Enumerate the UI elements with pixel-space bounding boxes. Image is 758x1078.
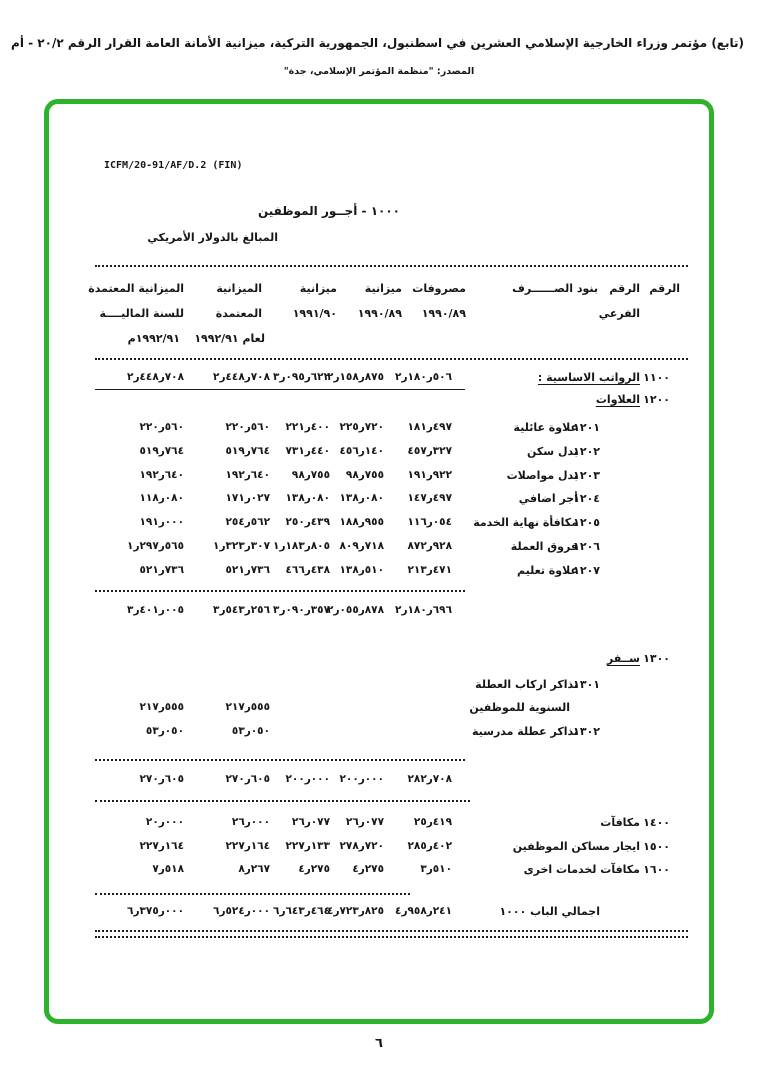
cell-c2: ٢٢٧ر١٦٤: [225, 840, 270, 852]
cell-c5: ٢٥ر٤١٩: [413, 816, 452, 828]
row-label: اجمالي الباب ١٠٠٠: [499, 905, 600, 918]
col-header-subnum: الرقم: [609, 282, 640, 295]
cell-c1: ٥٢١ر٧٣٦: [139, 564, 184, 576]
row-label: مكافآت لخدمات اخرى: [523, 863, 640, 876]
table-row-subtotal: [0, 773, 758, 791]
section-heading: ١٠٠٠ - أجــور الموظفين: [257, 204, 400, 218]
col-header-approved-1: الميزانية: [216, 282, 262, 295]
cell-c2: ٢٥٤ر٥٦٢: [225, 516, 270, 528]
cell-c3: ٢٢١ر٤٠٠: [285, 421, 330, 433]
row-number: ١٣٠١: [573, 678, 600, 691]
cell-c2: ٥١٩ر٧٦٤: [225, 445, 270, 457]
table-row-١٣٠١: [0, 678, 758, 696]
cell-c2: ٣ر٥٤٣ر٢٥٦: [213, 604, 270, 616]
table-row-١٢٠٥: [0, 516, 758, 534]
doc-ref-code: ICFM/20-91/AF/D.2 (FIN): [104, 160, 243, 171]
cell-c4: ١٨٨ر٩٥٥: [339, 516, 384, 528]
cell-c1: ٦ر٣٧٥ر٠٠٠: [127, 905, 184, 917]
row-number: ١٢٠٤: [573, 492, 600, 505]
table-row-١٣٠٢: [0, 725, 758, 743]
cell-c3: ٣ر٠٩٠ر٣٥٧: [273, 604, 330, 616]
source-note: المصدر: "منظمة المؤتمر الإسلامي، جدة": [283, 66, 475, 77]
row-label: الرواتب الاساسية :: [537, 371, 640, 384]
row-label: بدل مواصلات: [506, 469, 578, 482]
col-header-fiscal-3: ١٩٩٢/٩١م: [127, 332, 180, 345]
separator-double-line-2: [95, 936, 688, 938]
separator-double-line-1: [95, 930, 688, 932]
row-number: ١٤٠٠: [643, 816, 670, 829]
cell-c3: ٢٦ر٠٧٧: [291, 816, 330, 828]
col-header-bud90-title: ميزانية: [364, 282, 402, 295]
row-number: ١٢٠١: [573, 421, 600, 434]
cell-c1: ٢٢٠ر٥٦٠: [139, 421, 184, 433]
separator-dotted-below-header: [95, 358, 688, 360]
cell-c1: ١١٨ر٠٨٠: [139, 492, 184, 504]
cell-c5: ٢٨٥ر٤٠٢: [407, 840, 452, 852]
cell-c1: ١٩٢ر٦٤٠: [139, 469, 184, 481]
separator-dotted-1300b: [95, 800, 470, 802]
cell-c3: ١٣٨ر٠٨٠: [285, 492, 330, 504]
cell-c5: ٨٧٢ر٩٢٨: [407, 540, 452, 552]
col-header-fiscal-1: الميزانية المعتمدة: [88, 282, 184, 295]
cell-c3: ٦ر٦٤٣ر٤٦٤: [273, 905, 330, 917]
col-header-bud91-title: ميزانية: [299, 282, 337, 295]
cell-c5: ٤ر٩٥٨ر٢٤١: [395, 905, 452, 917]
cell-c1: ٢٢٧ر١٦٤: [139, 840, 184, 852]
cell-c2: ١٧١ر٠٢٧: [225, 492, 270, 504]
cell-c2: ٢ر٤٤٨ر٧٠٨: [213, 371, 270, 383]
table-row-١٣٠٠: [0, 652, 758, 670]
cell-c2: ٦ر٥٢٤ر٠٠٠: [213, 905, 270, 917]
cell-c4: ٢٢٥ر٧٢٠: [339, 421, 384, 433]
cell-c4: ١٣٨ر٠٨٠: [339, 492, 384, 504]
cell-c5: ٢ر١٨٠ر٦٩٦: [395, 604, 452, 616]
page-caption: (تابع) مؤتمر وزراء الخارجية الإسلامي العشرين في اسطنبول، الجمهورية التركية، ميزانية الأمانة العامة القرار الرقم ٢٠/٢ - أم: [11, 36, 744, 50]
cell-c5: ٣ر٥١٠: [420, 863, 452, 875]
row-label: السنوية للموظفين: [469, 701, 570, 714]
cell-c1: ٥٣ر٠٥٠: [145, 725, 184, 737]
col-header-approved-2: المعتمدة: [215, 307, 262, 320]
cell-c4: ٨٠٩ر٧١٨: [339, 540, 384, 552]
cell-c1: ٢٧٠ر٦٠٥: [139, 773, 184, 785]
cell-c4: ١٣٨ر٥١٠: [339, 564, 384, 576]
cell-c4: ٤ر٢٧٥: [352, 863, 384, 875]
cell-c2: ١٩٢ر٦٤٠: [225, 469, 270, 481]
row-label: علاوة تعليم: [517, 564, 578, 577]
col-header-subnum-2: الفرعي: [598, 307, 640, 320]
row-label: العلاوات: [595, 393, 640, 406]
row-label: بدل سكن: [527, 445, 578, 458]
cell-c2: ٢١٧ر٥٥٥: [225, 701, 270, 713]
separator-solid-1100: [95, 389, 465, 390]
cell-c4: ٢٧٨ر٧٢٠: [339, 840, 384, 852]
separator-dotted-top: [95, 265, 688, 267]
row-label: علاوة عائلية: [513, 421, 578, 434]
table-row-١١٠٠: [0, 371, 758, 389]
cell-c4: ٢ر٠٥٥ر٨٧٨: [327, 604, 384, 616]
cell-c4: ٢٦ر٠٧٧: [345, 816, 384, 828]
row-number: ١٥٠٠: [643, 840, 670, 853]
row-number: ١١٠٠: [643, 371, 670, 384]
cell-c2: ١ر٣٢٣ر٣٠٧: [213, 540, 270, 552]
row-label: تذاكر اركاب العطلة: [475, 678, 578, 691]
cell-c1: ٢٠ر٠٠٠: [145, 816, 184, 828]
document-border-frame: [44, 99, 714, 1024]
cell-c3: ٣ر٠٩٥ر٦٢٢: [273, 371, 330, 383]
cell-c3: ٤ر٢٧٥: [298, 863, 330, 875]
row-number: ١٢٠٧: [573, 564, 600, 577]
row-label: فروق العملة: [510, 540, 578, 553]
row-number: ١٢٠٦: [573, 540, 600, 553]
cell-c1: ٢ر٤٤٨ر٧٠٨: [127, 371, 184, 383]
col-header-exp-title: مصروفات: [412, 282, 466, 295]
page-number: ٦: [375, 1036, 383, 1051]
table-row-١٢٠١: [0, 421, 758, 439]
cell-c3: ٢٢٧ر١٣٣: [285, 840, 330, 852]
row-label: مكافآت: [600, 816, 640, 829]
row-number: ١٢٠٥: [573, 516, 600, 529]
row-number: ١٢٠٢: [573, 445, 600, 458]
table-row-١٤٠٠: [0, 816, 758, 834]
currency-note: المبالغ بالدولار الأمريكي: [147, 231, 278, 244]
row-label: مكافأة نهاية الخدمة: [473, 516, 578, 529]
table-row-١٢٠٤: [0, 492, 758, 510]
cell-c5: ٤٥٧ر٣٢٧: [407, 445, 452, 457]
table-row-١٢٠٦: [0, 540, 758, 558]
cell-c4: ٢٠٠ر٠٠٠: [339, 773, 384, 785]
row-number: ١٣٠٢: [573, 725, 600, 738]
cell-c1: ٣ر٤٠١ر٠٠٥: [127, 604, 184, 616]
cell-c5: ٢ر١٨٠ر٥٠٦: [395, 371, 452, 383]
cell-c5: ١١٦ر٠٥٤: [407, 516, 452, 528]
cell-c2: ٥٣ر٠٥٠: [231, 725, 270, 737]
col-header-bud91-year: ١٩٩١/٩٠: [292, 307, 337, 320]
cell-c3: ٧٣١ر٤٤٠: [285, 445, 330, 457]
row-number: ١٦٠٠: [643, 863, 670, 876]
cell-c1: ١ر٢٩٧ر٥٦٥: [127, 540, 184, 552]
table-row-item_cont: [0, 701, 758, 719]
row-label: ايجار مساكن الموظفين: [512, 840, 640, 853]
cell-c1: ٢١٧ر٥٥٥: [139, 701, 184, 713]
table-row-total: [0, 905, 758, 923]
cell-c5: ١٤٧ر٤٩٧: [407, 492, 452, 504]
col-header-approved-3: لعام ١٩٩٢/٩١: [194, 332, 265, 345]
row-number: ١٢٠٠: [643, 393, 670, 406]
cell-c4: ٢ر١٥٨ر٨٧٥: [327, 371, 384, 383]
cell-c2: ٢٢٠ر٥٦٠: [225, 421, 270, 433]
separator-dotted-total: [95, 893, 410, 895]
cell-c3: ١ر١٨٣ر٨٠٥: [273, 540, 330, 552]
cell-c1: ٥١٩ر٧٦٤: [139, 445, 184, 457]
table-row-١٢٠٠: [0, 393, 758, 411]
cell-c4: ٤ر٧٢٣ر٨٢٥: [327, 905, 384, 917]
col-header-num: الرقم: [649, 282, 680, 295]
table-row-١٦٠٠: [0, 863, 758, 881]
cell-c1: ٧ر٥١٨: [152, 863, 184, 875]
separator-dotted-1200: [95, 590, 465, 592]
row-label: تذاكر عطلة مدرسية: [471, 725, 578, 738]
cell-c3: ٤٦٦ر٤٣٨: [285, 564, 330, 576]
col-header-fiscal-2: للسنة الماليــــة: [99, 307, 184, 320]
row-label: ســفر: [606, 652, 640, 665]
table-row-١٥٠٠: [0, 840, 758, 858]
cell-c3: ٩٨ر٧٥٥: [291, 469, 330, 481]
col-header-exp-year: ١٩٩٠/٨٩: [421, 307, 466, 320]
cell-c5: ١٩١ر٩٢٢: [407, 469, 452, 481]
row-label: أجر اضافي: [518, 492, 578, 505]
table-row-subtotal: [0, 604, 758, 622]
cell-c3: ٢٠٠ر٠٠٠: [285, 773, 330, 785]
cell-c1: ١٩١ر٠٠٠: [139, 516, 184, 528]
table-row-١٢٠٣: [0, 469, 758, 487]
cell-c3: ٢٥٠ر٤٣٩: [285, 516, 330, 528]
row-number: ١٢٠٣: [573, 469, 600, 482]
col-header-bud90-year: ١٩٩٠/٨٩: [357, 307, 402, 320]
cell-c5: ٢١٣ر٤٧١: [407, 564, 452, 576]
table-row-١٢٠٢: [0, 445, 758, 463]
cell-c2: ٨ر٢٦٧: [238, 863, 270, 875]
cell-c4: ٩٨ر٧٥٥: [345, 469, 384, 481]
col-header-items: بنود الصــــــرف: [512, 282, 598, 295]
table-row-١٢٠٧: [0, 564, 758, 582]
cell-c2: ٥٢١ر٧٣٦: [225, 564, 270, 576]
cell-c5: ١٨١ر٤٩٧: [407, 421, 452, 433]
cell-c2: ٢٧٠ر٦٠٥: [225, 773, 270, 785]
cell-c4: ٤٥٦ر١٤٠: [339, 445, 384, 457]
cell-c2: ٢٦ر٠٠٠: [231, 816, 270, 828]
separator-dotted-1300a: [95, 759, 465, 761]
cell-c5: ٢٨٢ر٧٠٨: [407, 773, 452, 785]
row-number: ١٣٠٠: [643, 652, 670, 665]
